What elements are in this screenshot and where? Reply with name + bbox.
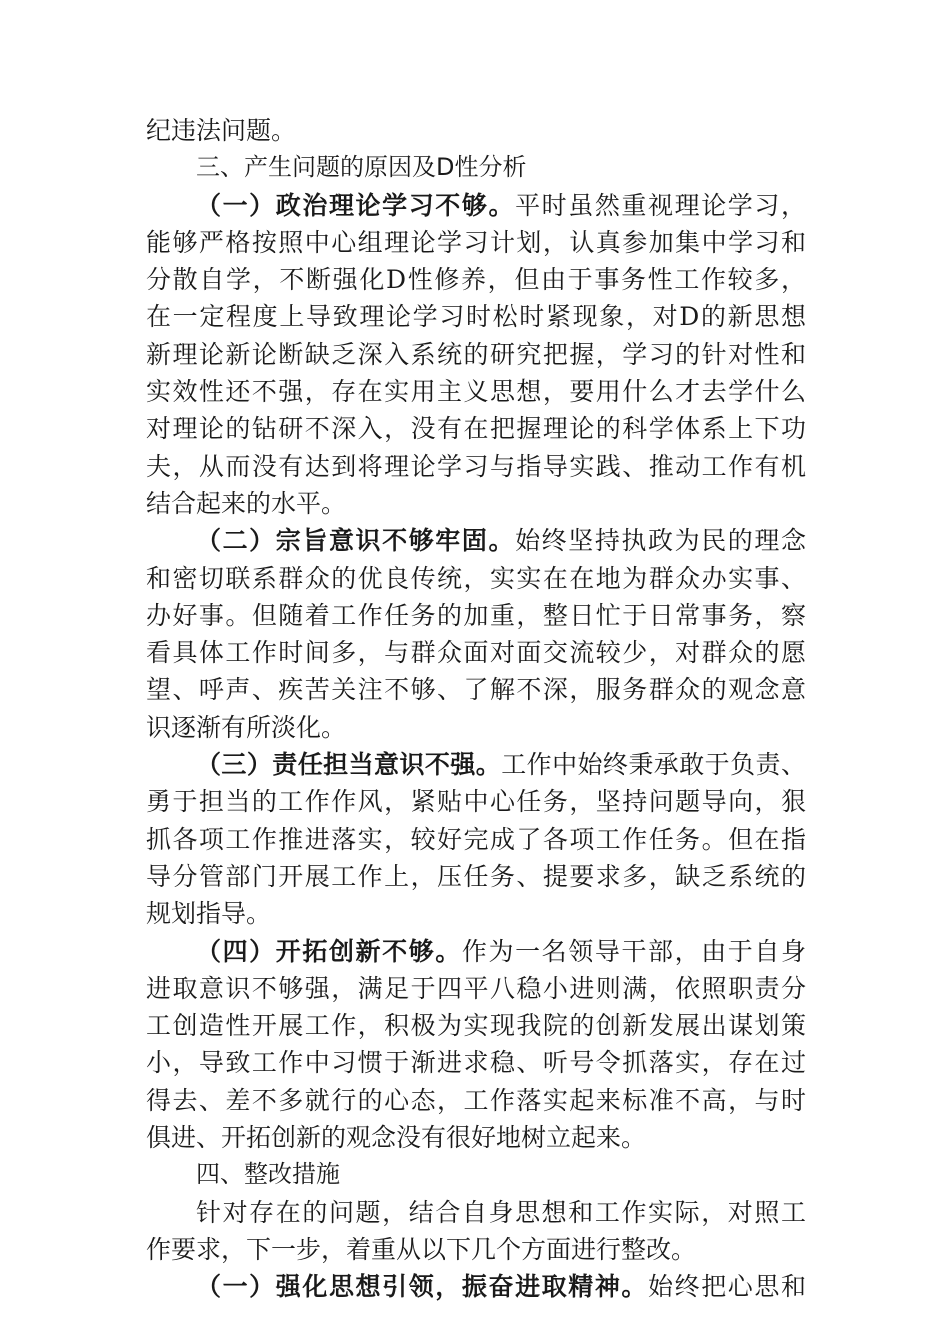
paragraph-first-line	[146, 1268, 806, 1305]
line-text: 小，导致工作中习惯于渐进求稳、听号令抓落实，存在过	[146, 1048, 806, 1078]
line-text: 进取意识不够强，满足于四平八稳小进则满，依照职责分	[146, 973, 806, 1003]
line-text: 实效性还不强，存在实用主义思想，要用什么才去学什么	[146, 377, 806, 407]
line-text: 四、整改措施	[196, 1160, 340, 1189]
paragraph-line	[146, 634, 806, 671]
paragraph-line	[146, 298, 806, 335]
paragraph-line	[146, 261, 806, 298]
line-text: 望、呼声、疾苦关注不够、了解不深，服务群众的观念意	[146, 675, 806, 705]
paragraph-line	[146, 1044, 806, 1081]
sub-heading: （二）宗旨意识不够牢固。	[196, 526, 516, 556]
line-text: 工创造性开展工作，积极为实现我院的创新发展出谋划策	[146, 1011, 806, 1041]
line-text: 勇于担当的工作作风，紧贴中心任务，坚持问题导向，狠	[146, 787, 806, 817]
line-text: 平时虽然重视理论学习，	[515, 190, 806, 220]
paragraph-line	[146, 336, 806, 373]
line-text: 纪违法问题。	[146, 116, 297, 145]
paragraph-line	[146, 373, 806, 410]
paragraph-first-line	[146, 1194, 806, 1231]
line-text: 和密切联系群众的优良传统，实实在在地为群众办实事、	[146, 563, 806, 593]
line-text: 俱进、开拓创新的观念没有很好地树立起来。	[146, 1123, 647, 1153]
paragraph-line	[146, 597, 806, 634]
line-text: 夫，从而没有达到将理论学习与指导实践、推动工作有机	[146, 451, 806, 481]
line-text: 抓各项工作推进落实，较好完成了各项工作任务。但在指	[146, 824, 806, 854]
sub-heading: （一）政治理论学习不够。	[196, 190, 516, 220]
paragraph-line	[146, 821, 806, 858]
paragraph-line	[146, 1082, 806, 1119]
paragraph-first-line	[146, 746, 806, 783]
line-text: 始终坚持执政为民的理念	[515, 526, 806, 556]
paragraph-line	[146, 783, 806, 820]
line-text: 始终把心思和	[648, 1272, 806, 1302]
paragraph-last-line	[146, 709, 806, 746]
paragraph-first-line	[146, 187, 806, 224]
paragraph-last-line	[146, 112, 806, 149]
line-text: 工作中始终秉承敢于负责、	[501, 750, 806, 780]
paragraph-line	[146, 671, 806, 708]
line-text: 办好事。但随着工作任务的加重，整日忙于日常事务，察	[146, 600, 806, 630]
paragraph-last-line	[146, 485, 806, 522]
paragraph-last-line	[146, 895, 806, 932]
line-text: 作为一名领导干部，由于自身	[461, 936, 806, 966]
paragraph-line	[146, 560, 806, 597]
section-heading	[146, 1156, 806, 1193]
line-text: 分散自学，不断强化D性修养，但由于事务性工作较多，	[146, 265, 806, 295]
section-heading	[146, 149, 806, 186]
line-text: 三、产生问题的原因及D性分析	[196, 153, 527, 182]
paragraph-line	[146, 410, 806, 447]
sub-heading: （三）责任担当意识不强。	[196, 750, 502, 780]
line-text: 作要求，下一步，着重从以下几个方面进行整改。	[146, 1234, 697, 1264]
sub-heading: （四）开拓创新不够。	[196, 936, 462, 966]
line-text: 规划指导。	[146, 899, 272, 929]
line-text: 识逐渐有所淡化。	[146, 712, 347, 742]
line-text: 导分管部门开展工作上，压任务、提要求多，缺乏系统的	[146, 861, 806, 891]
paragraph-last-line	[146, 1231, 806, 1268]
line-text: 新理论新论断缺乏深入系统的研究把握，学习的针对性和	[146, 339, 806, 369]
line-text: 得去、差不多就行的心态，工作落实起来标准不高，与时	[146, 1085, 806, 1115]
line-text: 能够严格按照中心组理论学习计划，认真参加集中学习和	[146, 227, 806, 257]
line-text: 结合起来的水平。	[146, 488, 347, 518]
paragraph-line	[146, 448, 806, 485]
line-text: 看具体工作时间多，与群众面对面交流较少，对群众的愿	[146, 638, 806, 668]
sub-heading: （一）强化思想引领，振奋进取精神。	[196, 1272, 649, 1302]
paragraph-line	[146, 1007, 806, 1044]
paragraph-last-line	[146, 1119, 806, 1156]
paragraph-first-line	[146, 522, 806, 559]
document-body	[146, 112, 806, 1306]
line-text: 针对存在的问题，结合自身思想和工作实际，对照工	[196, 1197, 806, 1227]
paragraph-line	[146, 970, 806, 1007]
paragraph-line	[146, 224, 806, 261]
paragraph-line	[146, 858, 806, 895]
line-text: 在一定程度上导致理论学习时松时紧现象，对D的新思想	[146, 302, 806, 332]
paragraph-first-line	[146, 933, 806, 970]
line-text: 对理论的钻研不深入，没有在把握理论的科学体系上下功	[146, 414, 806, 444]
